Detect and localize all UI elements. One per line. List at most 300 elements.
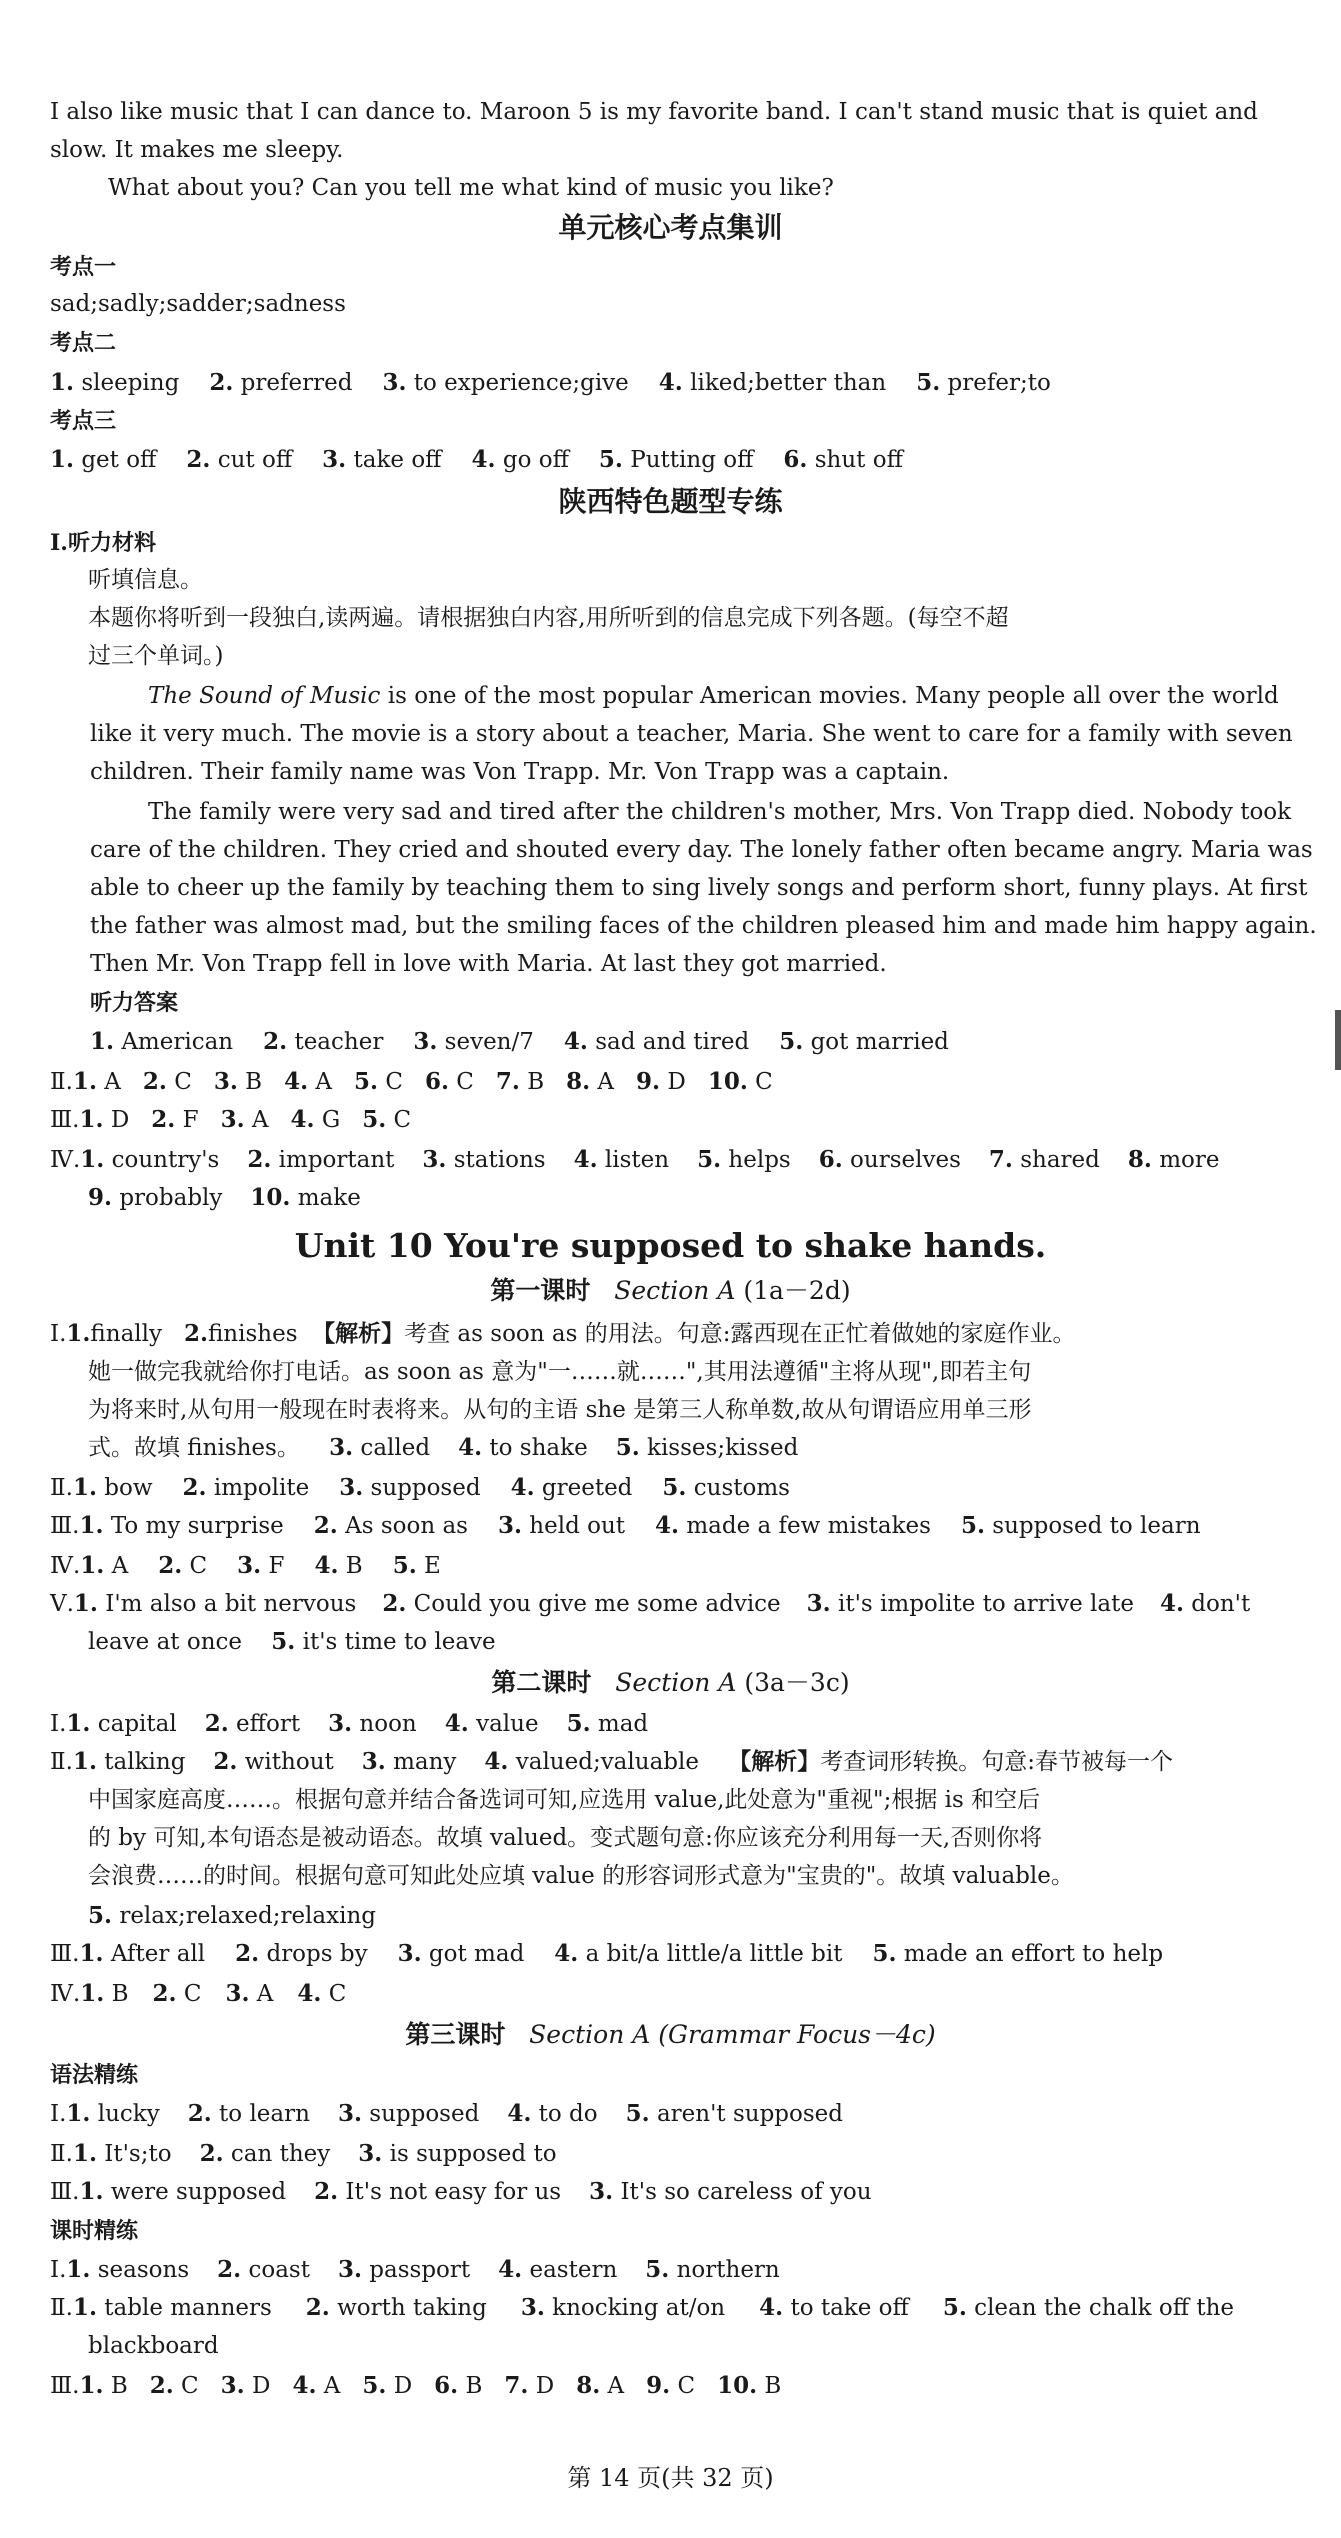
answer-number: 3. [497, 1512, 522, 1539]
answer-number: 9. [646, 2372, 671, 2399]
answer-item [425, 1069, 474, 1095]
answer-number: 3. [382, 369, 407, 396]
answer-item [217, 2257, 310, 2283]
lesson-1-heading: 第一课时 Section A (1a－2d) [490, 1276, 851, 1305]
answer-item [717, 2373, 781, 2399]
answer-number: 2. [209, 369, 234, 396]
answer-number: 5. [960, 1512, 985, 1539]
answer-text: lucky [90, 2101, 160, 2127]
answer-item [599, 447, 754, 473]
answer-number: 3. [337, 2256, 362, 2283]
answer-item [88, 1185, 222, 1211]
answer-text: a bit/a little/a little bit [578, 1941, 843, 1967]
answer-item [143, 1069, 192, 1095]
answer-number: 2. [158, 1552, 183, 1579]
answer-item [362, 2373, 412, 2399]
answer-item [221, 2373, 271, 2399]
answer-number: 3. [237, 1552, 262, 1579]
answer-text: stations [446, 1147, 546, 1173]
answer-text: C [166, 1069, 192, 1095]
explanation-line: 会浪费……的时间。根据句意可知此处应填 value 的形容词形式意为"宝贵的"。故填 valuable。 [88, 1863, 1074, 1889]
answer-text: impolite [206, 1475, 310, 1501]
answer-item [576, 2373, 624, 2399]
answer-number: 5. [916, 369, 941, 396]
answer-text: supposed [363, 1475, 481, 1501]
section-IV-answers-cont [88, 1180, 361, 1216]
instruction: 本题你将听到一段独白,读两遍。请根据独白内容,用所听到的信息完成下列各题。(每空不超 [88, 605, 1009, 631]
answer-text: C [448, 1069, 474, 1095]
answer-item [263, 1029, 383, 1055]
answer-text: without [237, 1749, 334, 1775]
answer-number: 6. [783, 446, 808, 473]
answer-number: 3. [322, 446, 347, 473]
listening-paragraph-1: The Sound of Music is one of the most popular American movies. Many people all over the world [148, 683, 1279, 709]
answer-number: 4. [759, 2294, 784, 2321]
answer-number: 4. [314, 1552, 339, 1579]
answer-number: 4. [444, 1710, 469, 1737]
answer-item [507, 2101, 597, 2127]
answer-text: B [104, 1981, 129, 2007]
answer-item [759, 2295, 909, 2321]
answer-number: 10. [707, 1068, 748, 1095]
answer-item [271, 1629, 495, 1655]
answer-item [393, 1553, 441, 1579]
answer-text: It's not easy for us [338, 2179, 562, 2205]
answer-text: B [103, 2373, 128, 2399]
answer-text: greeted [534, 1475, 633, 1501]
answer-text: A [600, 2373, 625, 2399]
answer-number: 3. [328, 1710, 353, 1737]
answer-number: 5. [662, 1474, 687, 1501]
roman-numeral: Ⅱ. [50, 1475, 73, 1501]
answer-text: teacher [287, 1029, 384, 1055]
answer-item [153, 1981, 202, 2007]
answer-item [1160, 1591, 1250, 1617]
answer-item [916, 370, 1051, 396]
answer-text: to experience;give [406, 370, 629, 396]
roman-numeral: Ⅳ. [50, 1147, 81, 1173]
answer-number: 3. [361, 1748, 386, 1775]
answer-text: A [316, 2373, 341, 2399]
answer-item [186, 447, 292, 473]
page-edge-mark [1335, 1010, 1341, 1070]
answer-number: 1. [80, 1552, 105, 1579]
answer-number: 3. [220, 1106, 245, 1133]
answer-number: 4. [290, 1106, 315, 1133]
passage-line: Then Mr. Von Trapp fell in love with Maria. At last they got married. [90, 951, 887, 977]
lesson-3-II [50, 2136, 557, 2172]
answer-text: D [528, 2373, 555, 2399]
answer-item [247, 1147, 394, 1173]
answer-number: 1. [72, 1748, 97, 1775]
answer-item [659, 370, 886, 396]
answer-number: 1. [72, 1474, 97, 1501]
answer-item [697, 1147, 791, 1173]
answer-item [655, 1513, 931, 1539]
answer-text: drops by [259, 1941, 368, 1967]
class-II [50, 2290, 1234, 2326]
answer-number: 5. [697, 1146, 722, 1173]
answer-text: noon [352, 1711, 417, 1737]
passage-line: like it very much. The movie is a story about a teacher, Maria. She went to care for a family with seven [90, 721, 1293, 747]
answer-text: take off [346, 447, 442, 473]
lesson-3-III [50, 2174, 872, 2210]
answer-number: 10. [250, 1184, 291, 1211]
answer-number: 2. [151, 1106, 176, 1133]
answer-number: 6. [424, 1068, 449, 1095]
answer-text: called [353, 1435, 431, 1461]
answer-text: knocking at/on [544, 2295, 726, 2321]
answer-text: D [660, 1069, 686, 1095]
lesson-1-V [50, 1586, 1250, 1622]
answer-text: can they [223, 2141, 331, 2167]
answer-text: capital [90, 1711, 177, 1737]
answer-text: American [114, 1029, 234, 1055]
answer-text: It's so careless of you [613, 2179, 872, 2205]
answer-text: supposed [361, 2101, 480, 2127]
section-III-answers [50, 1102, 411, 1138]
answer-text: it's time to leave [295, 1629, 496, 1655]
lesson-2-III [50, 1936, 1163, 1972]
answer-item [636, 1069, 686, 1095]
answer-item [645, 2257, 779, 2283]
answer-text: A [590, 1069, 615, 1095]
answer-item [338, 2101, 479, 2127]
instruction: 过三个单词。) [88, 643, 224, 669]
answer-item [708, 1069, 773, 1095]
roman-numeral: Ⅲ. [50, 1513, 80, 1539]
answer-item [73, 1475, 153, 1501]
answer-text: C [670, 2373, 696, 2399]
answer-item [66, 2101, 159, 2127]
answer-text: sad and tired [587, 1029, 750, 1055]
lesson-3-heading: 第三课时 Section A (Grammar Focus－4c) [405, 2020, 936, 2049]
answer-item [498, 2257, 617, 2283]
lesson-1-I-line4: 式。故填 finishes。 3. called 4. to shake 5. kisses;kissed [88, 1434, 799, 1461]
answer-number: 1. [80, 1146, 105, 1173]
lesson-2-II-line1: Ⅱ.1. talking 2. without 3. many 4. valued;valuable 【解析】考查词形转换。句意:春节被每一个 [50, 1748, 1173, 1775]
answer-text: is supposed to [382, 2141, 557, 2167]
kaodian-1-answer: sad;sadly;sadder;sadness [50, 291, 346, 317]
answer-number: 8. [566, 1068, 591, 1095]
answer-number: 3. [806, 1590, 831, 1617]
answer-text: coast [241, 2257, 310, 2283]
kaodian-1-label: 考点一 [50, 254, 117, 280]
answer-item [398, 1941, 525, 1967]
answer-number: 1. [66, 2256, 91, 2283]
answer-number: 6. [818, 1146, 843, 1173]
answer-text: cut off [210, 447, 293, 473]
answer-item [225, 1981, 273, 2007]
answer-number: 4. [292, 2372, 317, 2399]
answer-item [413, 1029, 534, 1055]
answer-item [183, 1475, 310, 1501]
answer-number: 10. [717, 2372, 758, 2399]
passage-line: children. Their family name was Von Trapp. Mr. Von Trapp was a captain. [90, 759, 950, 785]
answer-number: 5. [615, 1434, 640, 1461]
answer-item [434, 2373, 482, 2399]
movie-title: The Sound of Music [148, 683, 381, 709]
answer-text: B [757, 2373, 782, 2399]
answer-number: 1. [50, 369, 75, 396]
lesson-1-III [50, 1508, 1201, 1544]
answer-item [250, 1185, 360, 1211]
page-footer: 第 14 页(共 32 页) [567, 2464, 774, 2492]
answer-item [221, 1107, 269, 1133]
answer-item [74, 1591, 356, 1617]
grammar-practice-label: 语法精练 [50, 2062, 139, 2088]
answer-item [80, 1553, 128, 1579]
passage-line: slow. It makes me sleepy. [50, 137, 344, 163]
answer-number: 2. [313, 1512, 338, 1539]
section-title-core: 单元核心考点集训 [558, 211, 783, 244]
answer-text: many [385, 1749, 457, 1775]
answer-item [205, 1711, 300, 1737]
lesson-1-I-line1: Ⅰ.1.finally 2.finishes 【解析】考查 as soon as 的用法。句意:露西现在正忙着做她的家庭作业。 [50, 1320, 1076, 1347]
answer-number: 2. [213, 1748, 238, 1775]
answer-item [150, 2373, 199, 2399]
answer-item [80, 1941, 206, 1967]
answer-number: 3. [329, 1434, 354, 1461]
answer-text: C [176, 1981, 202, 2007]
answer-number: 2. [305, 2294, 330, 2321]
answer-item [989, 1147, 1100, 1173]
answer-number: 2. [217, 2256, 242, 2283]
roman-numeral: Ⅳ. [50, 1981, 81, 2007]
answer-number: 4. [658, 369, 683, 396]
answer-item [1128, 1147, 1220, 1173]
answer-number: 5. [362, 1106, 387, 1133]
answer-item [284, 1069, 332, 1095]
answer-text: C [321, 1981, 347, 2007]
answer-number: 2. [199, 2140, 224, 2167]
answer-number: 1. [79, 2372, 104, 2399]
answer-number: 2. [182, 1474, 207, 1501]
answer-text: talking [96, 1749, 186, 1775]
lesson-1-IV [50, 1548, 441, 1584]
answer-text: held out [521, 1513, 626, 1539]
answer-number: 2. [263, 1028, 288, 1055]
answer-item [80, 1981, 128, 2007]
answer-text: important [271, 1147, 395, 1173]
answer-item [292, 2373, 340, 2399]
answer-item [626, 2101, 843, 2127]
answer-text: effort [228, 1711, 301, 1737]
lesson-1-II [50, 1470, 790, 1506]
answer-item [422, 1147, 545, 1173]
answer-item [80, 1147, 219, 1173]
answer-number: 7. [988, 1146, 1013, 1173]
answer-item [50, 447, 156, 473]
lesson-2-I [50, 1706, 648, 1742]
kaodian-2-label: 考点二 [50, 330, 117, 356]
answer-text: bow [96, 1475, 153, 1501]
answer-item [328, 1711, 417, 1737]
lesson-2-II-5 [88, 1898, 376, 1934]
answer-item [73, 2141, 172, 2167]
answer-item [90, 1029, 233, 1055]
answer-number: 5. [88, 1902, 113, 1929]
answer-number: 5. [392, 1552, 417, 1579]
answer-text: preferred [233, 370, 353, 396]
answer-item [73, 1749, 185, 1775]
answer-item [237, 1553, 284, 1579]
roman-numeral: Ⅱ. [50, 2295, 73, 2321]
answer-item [872, 1941, 1163, 1967]
answer-text: kisses;kissed [639, 1435, 799, 1461]
answer-text: helps [721, 1147, 791, 1173]
answer-text: D [103, 1107, 130, 1133]
answer-text: shared [1012, 1147, 1100, 1173]
answer-number: 4. [498, 2256, 523, 2283]
answer-item [382, 370, 628, 396]
roman-numeral: Ⅱ. [50, 1069, 73, 1095]
answer-text: more [1151, 1147, 1220, 1173]
answer-number: 8. [576, 2372, 601, 2399]
roman-numeral: Ⅰ. [50, 1711, 67, 1737]
roman-numeral: Ⅳ. [50, 1553, 81, 1579]
answer-text: B [237, 1069, 263, 1095]
answer-item [314, 1553, 362, 1579]
answer-text: it's impolite to arrive late [830, 1591, 1134, 1617]
answer-number: 5. [362, 2372, 387, 2399]
listening-label: 听力材料 [67, 530, 156, 556]
answer-number: 3. [589, 2178, 614, 2205]
answer-text: got married [803, 1029, 949, 1055]
answer-number: 1. [66, 2100, 91, 2127]
answer-number: 2. [235, 1940, 260, 1967]
answer-number: 2. [314, 2178, 339, 2205]
answer-number: 1. [79, 1106, 104, 1133]
answer-number: 1. [90, 1028, 115, 1055]
answer-text: F [261, 1553, 285, 1579]
answer-text: A [96, 1069, 121, 1095]
answer-item [66, 1711, 176, 1737]
answer-number: 4. [573, 1146, 598, 1173]
answer-number: 2. [152, 1980, 177, 2007]
answer-number: 4. [507, 2100, 532, 2127]
answer-text: aren't supposed [649, 2101, 844, 2127]
answer-item [564, 1029, 749, 1055]
answer-item [314, 2179, 561, 2205]
listening-heading [50, 526, 156, 560]
answer-text: shut off [807, 447, 903, 473]
answer-text: B [338, 1553, 363, 1579]
answer-number: 1. [79, 1512, 104, 1539]
answer-number: 5. [354, 1068, 379, 1095]
answer-number: 5. [566, 1710, 591, 1737]
answer-number: 2. [382, 1590, 407, 1617]
answer-item [521, 2295, 725, 2321]
roman-numeral: Ⅰ. [50, 2257, 67, 2283]
answer-item [382, 1591, 780, 1617]
answer-item [779, 1029, 949, 1055]
answer-item [339, 1475, 480, 1501]
answer-number: 4. [563, 1028, 588, 1055]
answer-number: 4. [284, 1068, 309, 1095]
answer-number: 4. [510, 1474, 535, 1501]
roman-numeral: Ⅲ. [50, 2179, 80, 2205]
answer-number: 3. [337, 2100, 362, 2127]
answer-number: 3. [358, 2140, 383, 2167]
answer-item [504, 2373, 554, 2399]
answer-item [88, 1903, 376, 1929]
answer-number: 4. [655, 1512, 680, 1539]
kaodian-2-answers [50, 365, 1051, 401]
kaodian-3-label: 考点三 [50, 408, 117, 434]
answer-number: 1. [72, 2294, 97, 2321]
answer-text: ourselves [842, 1147, 961, 1173]
answer-text: G [314, 1107, 341, 1133]
answer-item [214, 1069, 262, 1095]
answer-text: liked;better than [682, 370, 887, 396]
answer-number: 3. [220, 2372, 245, 2399]
answer-number: 5. [625, 2100, 650, 2127]
answer-item [589, 2179, 871, 2205]
unit-title: Unit 10 You're supposed to shake hands. [294, 1226, 1047, 1265]
answer-text: E [416, 1553, 441, 1579]
answer-number: 5. [598, 446, 623, 473]
answer-text: to do [531, 2101, 598, 2127]
answer-number: 1. [73, 1590, 98, 1617]
answer-number: 5. [872, 1940, 897, 1967]
answer-number: 3. [225, 1980, 250, 2007]
answer-item [662, 1475, 790, 1501]
answer-item [554, 1941, 842, 1967]
answer-text: eastern [522, 2257, 618, 2283]
roman-numeral: Ⅰ. [50, 530, 68, 556]
answer-number: 1. [80, 1980, 105, 2007]
answer-item [807, 1591, 1134, 1617]
answer-item [445, 1711, 539, 1737]
answer-number: 5. [645, 2256, 670, 2283]
answer-item [73, 2295, 272, 2321]
answer-number: 6. [434, 2372, 459, 2399]
answer-number: 5. [942, 2294, 967, 2321]
answer-item [329, 1435, 430, 1461]
answer-number: 4. [471, 446, 496, 473]
answer-number: 2. [204, 1710, 229, 1737]
answer-text: don't [1183, 1591, 1251, 1617]
answer-number: 2. [149, 2372, 174, 2399]
answer-number: 1. [72, 2140, 97, 2167]
answer-text: A [249, 1981, 274, 2007]
answer-item [943, 2295, 1234, 2321]
answer-item [472, 447, 569, 473]
class-practice-label: 课时精练 [50, 2218, 139, 2244]
answer-number: 2. [186, 446, 211, 473]
answer-number: 1. [79, 1940, 104, 1967]
answer-item [73, 1069, 121, 1095]
answer-number: 4. [554, 1940, 579, 1967]
roman-numeral: Ⅲ. [50, 1941, 80, 1967]
answer-text: F [175, 1107, 199, 1133]
answer-text: D [386, 2373, 413, 2399]
passage-line: care of the children. They cried and shouted every day. The lonely father often became angry. Maria was [90, 837, 1313, 863]
answer-item [566, 1069, 614, 1095]
section-II-answers [50, 1064, 773, 1100]
answer-text: B [458, 2373, 483, 2399]
answer-text: D [244, 2373, 271, 2399]
answer-number: 9. [636, 1068, 661, 1095]
answer-item [80, 1513, 284, 1539]
roman-numeral: Ⅲ. [50, 2373, 80, 2399]
roman-numeral: Ⅰ. [50, 2101, 67, 2127]
answer-text: northern [669, 2257, 780, 2283]
passage-line: What about you? Can you tell me what kind of music you like? [108, 175, 834, 201]
answer-item [646, 2373, 695, 2399]
answer-text: prefer;to [940, 370, 1051, 396]
